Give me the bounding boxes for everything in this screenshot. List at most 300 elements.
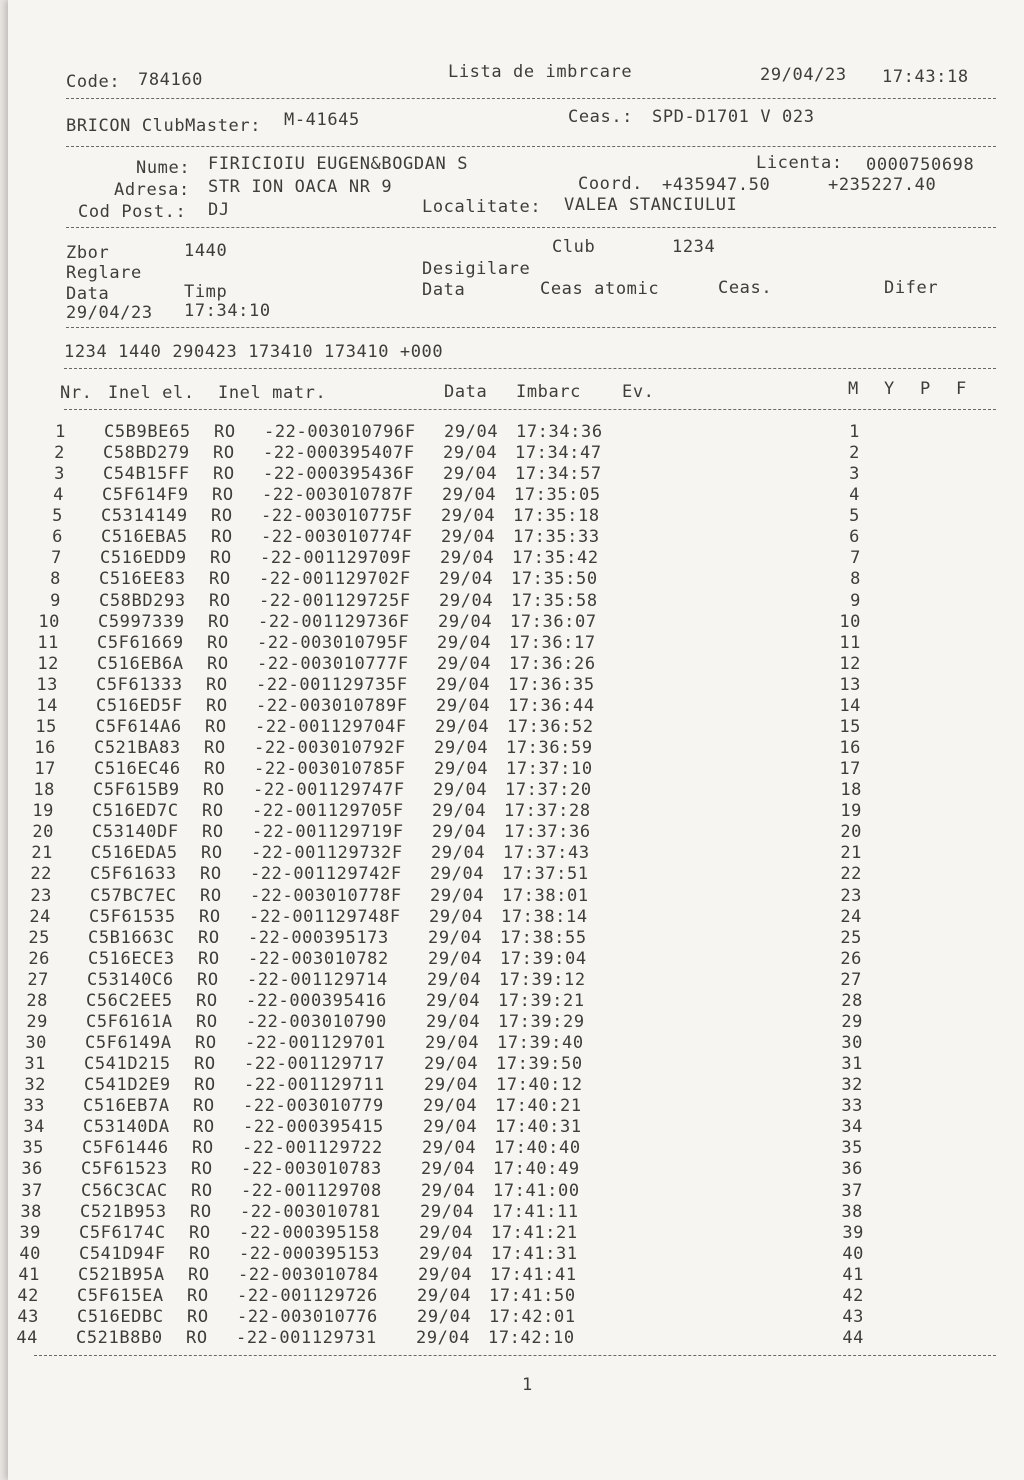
ring-number: -22-000395407F [263,443,415,463]
electronic-ring: C5F61446 [82,1138,169,1158]
electronic-ring: C516EDBC [77,1307,164,1327]
ring-number: -22-001129704F [255,717,407,737]
country-code: RO [189,1244,211,1264]
arrival-time: 17:41:00 [493,1181,580,1201]
country-code: RO [200,886,222,906]
separator-1 [66,98,996,99]
clubmaster-label: BRICON ClubMaster: [66,116,262,136]
electronic-ring: C5F61523 [81,1159,168,1179]
country-code: RO [204,738,226,758]
position-m: 20 [840,822,862,842]
coord-longitude: +235227.40 [828,175,937,195]
arrival-date: 29/04 [433,780,488,800]
ring-number: -22-003010795F [257,633,409,653]
electronic-ring: C541D2E9 [84,1075,171,1095]
separator-6 [64,409,996,410]
table-row [8,548,1024,569]
country-code: RO [205,717,227,737]
row-number: 20 [32,822,54,842]
ring-number: -22-001129725F [259,591,411,611]
arrival-time: 17:39:29 [498,1012,585,1032]
arrival-date: 29/04 [421,1159,476,1179]
electronic-ring: C516EDA5 [91,843,178,863]
arrival-date: 29/04 [429,907,484,927]
country-code: RO [187,1286,209,1306]
row-number: 11 [37,633,59,653]
table-row [8,675,1024,696]
ring-number: -22-003010776 [237,1307,378,1327]
arrival-date: 29/04 [430,886,485,906]
position-m: 5 [849,506,860,526]
arrival-date: 29/04 [436,675,491,695]
electronic-ring: C5B9BE65 [104,422,191,442]
table-row [8,864,1024,885]
position-m: 3 [849,464,860,484]
ring-number: -22-001129747F [253,780,405,800]
electronic-ring: C516EDD9 [100,548,187,568]
arrival-date: 29/04 [437,654,492,674]
position-m: 40 [842,1244,864,1264]
country-code: RO [200,864,222,884]
arrival-time: 17:37:36 [504,822,591,842]
arrival-time: 17:40:21 [495,1096,582,1116]
arrival-time: 17:34:47 [515,443,602,463]
col-header-y: Y [884,379,895,399]
electronic-ring: C53140DF [92,822,179,842]
arrival-time: 17:37:10 [506,759,593,779]
row-number: 15 [35,717,57,737]
row-number: 25 [28,928,50,948]
postcode-value: DJ [208,200,230,220]
adjustment-label: Reglare [66,263,142,283]
arrival-time: 17:38:55 [500,928,587,948]
ring-number: -22-001129736F [258,612,410,632]
position-m: 41 [842,1265,864,1285]
flight-value: 1440 [184,241,228,261]
table-row [8,527,1024,548]
position-m: 17 [839,759,861,779]
arrival-date: 29/04 [441,506,496,526]
row-number: 40 [19,1244,41,1264]
arrival-time: 17:36:52 [507,717,594,737]
clock-value: SPD-D1701 V 023 [652,107,815,127]
country-code: RO [197,970,219,990]
electronic-ring: C5F61669 [97,633,184,653]
arrival-time: 17:40:12 [496,1075,583,1095]
country-code: RO [206,696,228,716]
ring-number: -22-001129705F [252,801,404,821]
ring-number: -22-001129708 [241,1181,382,1201]
country-code: RO [208,612,230,632]
summary-line: 1234 1440 290423 173410 173410 +000 [64,342,444,362]
license-value: 0000750698 [866,155,975,175]
arrival-time: 17:40:40 [494,1138,581,1158]
arrival-time: 17:37:43 [503,843,590,863]
position-m: 39 [842,1223,864,1243]
table-row [8,654,1024,675]
table-row [8,1265,1024,1286]
country-code: RO [187,1307,209,1327]
electronic-ring: C58BD279 [103,443,190,463]
col-header-arrival: Imbarc [516,382,582,402]
row-number: 17 [34,759,56,779]
table-row [8,907,1024,928]
arrival-time: 17:42:10 [488,1328,575,1348]
position-m: 25 [840,928,862,948]
electronic-ring: C54B15FF [103,464,190,484]
address-value: STR ION OACA NR 9 [208,177,393,197]
ring-number: -22-001129701 [245,1033,386,1053]
country-code: RO [206,675,228,695]
separator-3 [66,227,996,228]
position-m: 27 [840,970,862,990]
arrival-date: 29/04 [435,717,490,737]
country-code: RO [201,843,223,863]
arrival-date: 29/04 [434,759,489,779]
row-number: 36 [21,1159,43,1179]
col-header-ring-number: Inel matr. [218,383,327,403]
ring-number: -22-003010783 [241,1159,382,1179]
table-row [8,1307,1024,1328]
row-number: 23 [30,886,52,906]
position-m: 15 [839,717,861,737]
electronic-ring: C5F614A6 [95,717,182,737]
position-m: 7 [850,548,861,568]
country-code: RO [193,1096,215,1116]
arrival-date: 29/04 [428,928,483,948]
row-number: 4 [53,485,64,505]
country-code: RO [191,1181,213,1201]
country-code: RO [196,1012,218,1032]
row-number: 22 [30,864,52,884]
table-row [8,696,1024,717]
electronic-ring: C521B8B0 [76,1328,163,1348]
country-code: RO [192,1138,214,1158]
table-row [8,780,1024,801]
ring-number: -22-003010792F [254,738,406,758]
ring-number: -22-001129709F [260,548,412,568]
print-time: 17:43:18 [882,67,969,87]
table-row [8,970,1024,991]
electronic-ring: C516ECE3 [88,949,175,969]
row-number: 31 [24,1054,46,1074]
arrival-time: 17:41:21 [491,1223,578,1243]
table-row [8,1286,1024,1307]
table-row [8,843,1024,864]
code-value: 784160 [138,70,204,90]
position-m: 2 [849,443,860,463]
position-m: 37 [841,1181,863,1201]
ring-number: -22-001129717 [244,1054,385,1074]
arrival-date: 29/04 [427,970,482,990]
arrival-time: 17:39:04 [500,949,587,969]
arrival-time: 17:35:50 [511,569,598,589]
electronic-ring: C516EB6A [97,654,184,674]
ring-number: -22-000395415 [243,1117,384,1137]
electronic-ring: C516EB7A [83,1096,170,1116]
postcode-label: Cod Post.: [78,202,187,222]
country-code: RO [202,822,224,842]
table-row [8,717,1024,738]
ring-number: -22-001129735F [256,675,408,695]
row-number: 10 [38,612,60,632]
row-number: 39 [19,1223,41,1243]
country-code: RO [207,633,229,653]
position-m: 9 [850,591,861,611]
table-row [8,443,1024,464]
electronic-ring: C521BA83 [94,738,181,758]
electronic-ring: C5F61535 [89,907,176,927]
ring-number: -22-001129714 [247,970,388,990]
ring-number: -22-003010790 [246,1012,387,1032]
position-m: 28 [841,991,863,1011]
country-code: RO [188,1265,210,1285]
position-m: 21 [840,843,862,863]
country-code: RO [196,991,218,1011]
country-code: RO [194,1075,216,1095]
row-number: 37 [21,1181,43,1201]
country-code: RO [193,1117,215,1137]
electronic-ring: C5F61333 [96,675,183,695]
row-number: 14 [36,696,58,716]
electronic-ring: C53140DA [83,1117,170,1137]
position-m: 29 [841,1012,863,1032]
row-number: 7 [51,548,62,568]
electronic-ring: C5F614F9 [102,485,189,505]
address-label: Adresa: [114,180,190,200]
position-m: 22 [840,864,862,884]
position-m: 33 [841,1096,863,1116]
separator-5 [64,368,996,369]
row-number: 44 [16,1328,38,1348]
arrival-date: 29/04 [432,822,487,842]
electronic-ring: C521B95A [78,1265,165,1285]
arrival-date: 29/04 [416,1328,471,1348]
table-row [8,464,1024,485]
table-row [8,991,1024,1012]
position-m: 8 [850,569,861,589]
ring-number: -22-003010778F [250,886,402,906]
clubmaster-value: M-41645 [284,110,360,130]
arrival-time: 17:37:20 [505,780,592,800]
electronic-ring: C5F61633 [90,864,177,884]
table-row [8,1054,1024,1075]
ring-number: -22-001129719F [252,822,404,842]
position-m: 34 [841,1117,863,1137]
table-row [8,1096,1024,1117]
position-m: 26 [840,949,862,969]
club-label: Club [552,237,596,257]
document-title: Lista de imbrcare [448,62,633,82]
ring-number: -22-001129722 [242,1138,383,1158]
code-label: Code: [66,72,121,92]
position-m: 36 [841,1159,863,1179]
table-row [8,1033,1024,1054]
table-row [8,949,1024,970]
adjustment-date: 29/04/23 [66,303,153,323]
row-number: 2 [54,443,65,463]
country-code: RO [211,527,233,547]
row-number: 24 [29,907,51,927]
table-row [8,633,1024,654]
electronic-ring: C53140C6 [87,970,174,990]
position-m: 35 [841,1138,863,1158]
arrival-date: 29/04 [443,464,498,484]
electronic-ring: C541D215 [84,1054,171,1074]
arrival-time: 17:36:26 [509,654,596,674]
arrival-date: 29/04 [424,1054,479,1074]
ring-number: -22-003010781 [240,1202,381,1222]
arrival-date: 29/04 [421,1181,476,1201]
coord-latitude: +435947.50 [662,175,771,195]
row-number: 29 [26,1012,48,1032]
ring-number: -22-000395173 [248,928,389,948]
arrival-date: 29/04 [436,696,491,716]
locality-label: Localitate: [422,197,542,217]
arrival-date: 29/04 [442,485,497,505]
arrival-date: 29/04 [423,1096,478,1116]
country-code: RO [199,907,221,927]
locality-value: VALEA STANCIULUI [564,195,738,215]
printed-page [8,0,1024,1480]
row-number: 21 [31,843,53,863]
ring-number: -22-003010779 [243,1096,384,1116]
country-code: RO [202,801,224,821]
position-m: 12 [839,654,861,674]
row-number: 30 [25,1033,47,1053]
arrival-time: 17:41:31 [491,1244,578,1264]
table-row [8,1075,1024,1096]
electronic-ring: C5997339 [98,612,185,632]
arrival-time: 17:36:07 [510,612,597,632]
country-code: RO [204,759,226,779]
electronic-ring: C5F615EA [77,1286,164,1306]
table-row [8,759,1024,780]
electronic-ring: C57BC7EC [90,886,177,906]
arrival-date: 29/04 [424,1075,479,1095]
print-date: 29/04/23 [760,65,847,85]
ring-number: -22-003010774F [261,527,413,547]
ring-number: -22-003010784 [238,1265,379,1285]
col-header-f: F [956,379,967,399]
ring-number: -22-001129702F [259,569,411,589]
coord-label: Coord. [578,174,644,194]
position-m: 4 [849,485,860,505]
table-row [8,822,1024,843]
electronic-ring: C56C2EE5 [86,991,173,1011]
country-code: RO [213,443,235,463]
country-code: RO [214,422,236,442]
row-number: 5 [52,506,63,526]
unsealing-label: Desigilare [422,259,531,279]
position-m: 43 [842,1307,864,1327]
country-code: RO [207,654,229,674]
arrival-date: 29/04 [437,633,492,653]
country-code: RO [213,464,235,484]
flight-label: Zbor [66,243,110,263]
country-code: RO [194,1054,216,1074]
position-m: 31 [841,1054,863,1074]
position-m: 14 [839,696,861,716]
row-number: 41 [18,1265,40,1285]
table-row [8,612,1024,633]
country-code: RO [198,949,220,969]
position-m: 10 [839,612,861,632]
ring-number: -22-001129732F [251,843,403,863]
country-code: RO [189,1223,211,1243]
license-label: Licenta: [756,153,843,173]
name-value: FIRICIOIU EUGEN&BOGDAN S [208,154,469,174]
position-m: 18 [840,780,862,800]
arrival-time: 17:35:58 [511,591,598,611]
arrival-time: 17:37:28 [504,801,591,821]
difference-header: Difer [884,278,939,298]
row-number: 26 [28,949,50,969]
arrival-time: 17:35:33 [513,527,600,547]
country-code: RO [186,1328,208,1348]
ring-number: -22-003010789F [256,696,408,716]
table-row [8,506,1024,527]
row-number: 13 [36,675,58,695]
atomic-clock-header: Ceas atomic [540,279,660,299]
arrival-date: 29/04 [418,1265,473,1285]
position-m: 38 [841,1202,863,1222]
adjustment-time-header: Timp [184,282,228,302]
electronic-ring: C5F6161A [86,1012,173,1032]
arrival-time: 17:38:01 [502,886,589,906]
position-m: 13 [839,675,861,695]
ring-number: -22-003010785F [254,759,406,779]
row-number: 18 [33,780,55,800]
table-row [8,1012,1024,1033]
position-m: 6 [849,527,860,547]
electronic-ring: C56C3CAC [81,1181,168,1201]
arrival-date: 29/04 [428,949,483,969]
table-row [8,591,1024,612]
club-value: 1234 [672,237,716,257]
arrival-date: 29/04 [425,1033,480,1053]
table-row [8,422,1024,443]
arrival-time: 17:41:41 [490,1265,577,1285]
table-row [8,1244,1024,1265]
row-number: 8 [50,569,61,589]
row-number: 28 [26,991,48,1011]
row-number: 42 [17,1286,39,1306]
country-code: RO [211,506,233,526]
arrival-time: 17:36:17 [509,633,596,653]
page-number: 1 [522,1375,533,1395]
table-row [8,1181,1024,1202]
ring-number: -22-000395153 [239,1244,380,1264]
country-code: RO [212,485,234,505]
separator-bottom [34,1355,996,1356]
ring-number: -22-003010796F [264,422,416,442]
arrival-date: 29/04 [417,1307,472,1327]
electronic-ring: C5F6174C [79,1223,166,1243]
table-row [8,738,1024,759]
arrival-time: 17:36:59 [506,738,593,758]
row-number: 3 [54,464,65,484]
arrival-time: 17:34:36 [516,422,603,442]
arrival-date: 29/04 [420,1202,475,1222]
arrival-date: 29/04 [439,569,494,589]
arrival-date: 29/04 [417,1286,472,1306]
position-m: 11 [839,633,861,653]
electronic-ring: C5B1663C [88,928,175,948]
ring-number: -22-001129711 [244,1075,385,1095]
arrival-time: 17:36:44 [508,696,595,716]
country-code: RO [191,1159,213,1179]
